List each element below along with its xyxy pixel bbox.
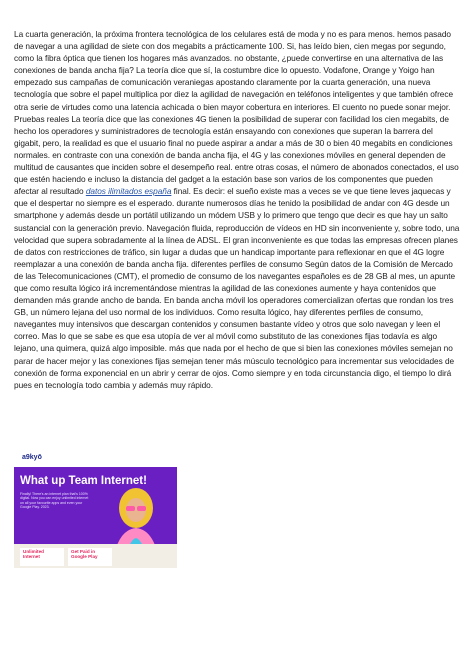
promo-image[interactable]	[14, 450, 177, 568]
article-link[interactable]: datos ilimitados españa	[85, 186, 172, 197]
article-text-part-1: La cuarta generación, la próxima frontera tecnológica de los celulares está de moda y no es para menos. hemos pasado de navegar a una agilidad de siete con dos megabits a prácticamente 100. Si, has leído bien, cien megas por segundo, como la fibra óptica que tienen los hogares más avanzados. no obstante, ¿puede convertirse en una alternativa de las conexiones de banda ancha fija? La teoría dice que sí, la costumbre dice lo opuesto. Vodafone, Orange y Yoigo han empezado sus campañas de comunicación veraniegas apostando claramente por la cuarta generación, una nueva tecnología que sobre el papel multiplica por diez la agilidad de navegación en teléfonos inteligentes y que también ofrece otra serie de virtudes como una latencia achicada o bien mayor cobertura en interiores. El cuento no puede sonar mejor. Pruebas reales La teoría dice que las conexiones 4G tienen la posibilidad de superar con facilidad los cien megabits, de hecho los operadores y suministradores de tecnología están ensayando con conexiones que superan la barrera del gigabit, pero, la realidad es que el usuario final no puede aspirar a andar a más de 30 o bien 40 megabits en condiciones normales. en contraste con una conexión de banda ancha fija, el 4G y las conexiones móviles en general dependen de multitud de causantes que inciden sobre el desempeño real. entre otras cosas, el número de abonados conectados, el uso que estén haciendo e incluso la distancia del gadget a la estación base son varios de los componentes que pueden afectar al resultado	[14, 29, 459, 197]
promo-body-text: Finally! There's an internet plan that's 100% digital. Now you can enjoy unlimited internet on all your favourite apps and even your Google Play. 2023.	[20, 492, 89, 510]
promo-logo: a9kyō	[22, 454, 42, 461]
article-body	[14, 28, 460, 391]
promo-headline: What up Team Internet!	[20, 475, 147, 487]
article-text-part-2: final. Es decir: el sueño existe mas a veces se ve que tiene leves jaquecas y que el despertar no siempre es el esperado. durante numerosos días he tenido la posibilidad de andar con 4G desde un smartphone y además desde un portátil utilizando un módem USB y lo primero que tengo que decir es que hay un salto sustancial con la generación previo. Navegación fluida, reproducción de vídeos en HD sin inconveniente y, sobre todo, una velocidad que supera sobradamente al la línea de ADSL. El gran inconveniente es que todas las empresas ofrecen planes de datos con restricciones de tráfico, sin lugar a dudas que un handicap importante para reflexionar en que el 4G logre reemplazar a una conexión de banda ancha fija. diferentes perfiles de consumo Según datos de la Comisión de Mercado de las Telecomunicaciones (CMT), el promedio de consumo de los navegantes españoles es de 28 GB al mes, un apunte que como resulta lógico irá incrementándose mientras la agilidad de las conexiones aumente y haya contenidos que demanden más grande ancho de banda. En banda ancha móvil los operadores comercializan ofertas que rondan los tres GB, un número lejana del uso normal de los individuos. Como resulta lógico, hay diferentes perfiles de consumo, navegantes muy intensivos que descargan contenidos y consumen bastante vídeo y otros que solo navegan y leen el correo. Mas lo que se sabe es que esa utopía de ver al móvil como substituto de las conexiones fijas todavía es algo lejano, una quimera, quizá algo imposible. más que nada por el hecho de que si bien las conexiones móviles semejan no parar de hacer mejor y las conexiones fijas semejan tener más músculo tecnológico para incrementar sus velocidades de conexión de forma exponencial en un abrir y cerrar de ojos. Como siempre y en toda circunstancia digo, el tiempo lo dirá pues en tecnología todo cambia y además muy rápido.	[14, 186, 460, 390]
promo-card-unlimited: Unlimited Internet	[20, 548, 64, 566]
promo-card-google-play: Get Paid in Google Play	[68, 548, 112, 566]
